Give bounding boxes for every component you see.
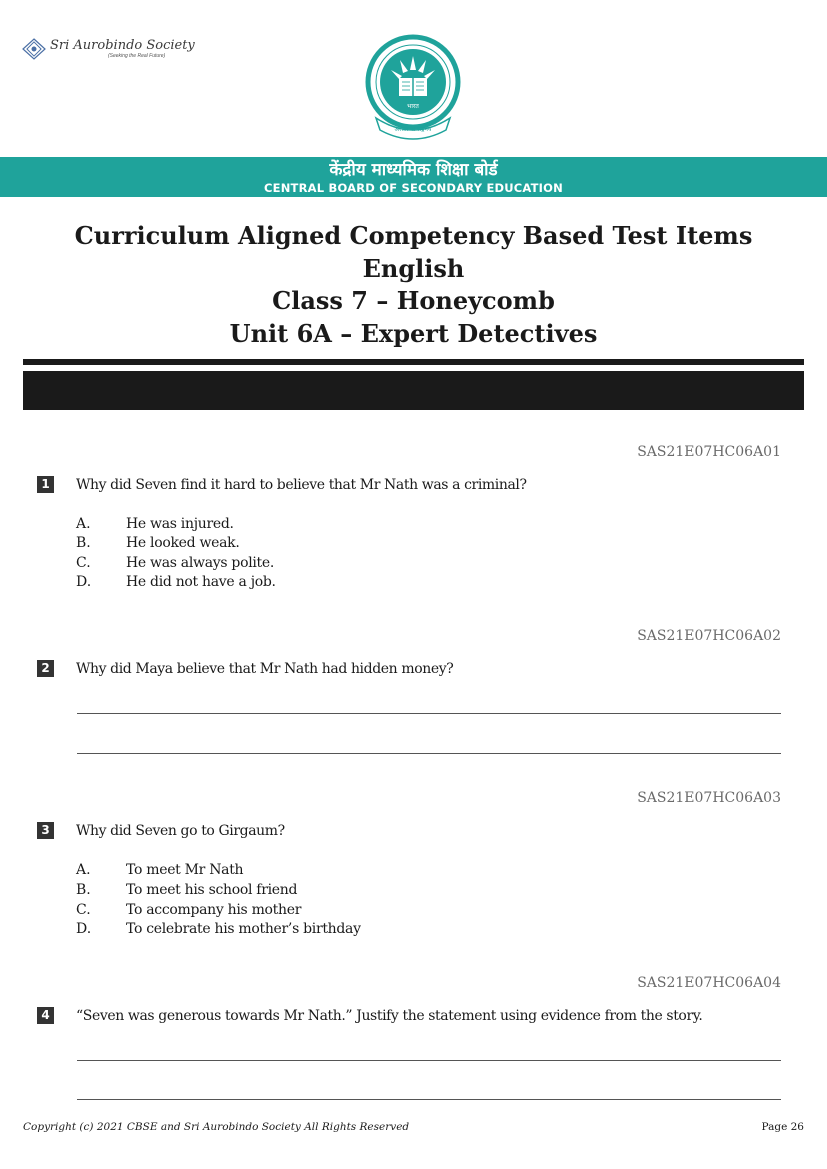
question-text: Why did Seven find it hard to believe that Mr Nath was a criminal?: [76, 477, 527, 493]
class-title: Class 7 – Honeycomb: [272, 286, 555, 315]
option-text[interactable]: To meet Mr Nath: [126, 862, 244, 878]
question-code: SAS21E07HC06A01: [637, 444, 781, 460]
option-letter: D.: [76, 574, 92, 590]
option-text[interactable]: He was injured.: [126, 516, 234, 532]
question-code: SAS21E07HC06A02: [637, 628, 781, 644]
cbse-seal-logo: [364, 32, 462, 140]
divider-thin: [23, 359, 804, 365]
option-letter: D.: [76, 921, 92, 937]
cbse-seal-country: भारत: [407, 103, 419, 110]
copyright-notice: Copyright (c) 2021 CBSE and Sri Aurobindo Society All Rights Reserved: [23, 1121, 410, 1133]
sri-aurobindo-society-logo: [22, 38, 195, 60]
question-number-badge: 3: [37, 822, 54, 839]
answer-line[interactable]: [77, 1099, 781, 1100]
sas-emblem-icon: [22, 38, 46, 60]
question-number-badge: 1: [37, 476, 54, 493]
option-text[interactable]: He looked weak.: [126, 535, 240, 551]
option-letter: B.: [76, 535, 91, 551]
option-text[interactable]: To accompany his mother: [126, 902, 302, 918]
question-text: Why did Maya believe that Mr Nath had hidden money?: [76, 661, 454, 677]
cbse-seal-motto: असतो मा सद्गमय: [394, 126, 432, 133]
answer-line[interactable]: [77, 753, 781, 754]
divider-thick: [23, 371, 804, 410]
board-name-english: CENTRAL BOARD OF SECONDARY EDUCATION: [264, 181, 563, 195]
option-text[interactable]: He was always polite.: [126, 555, 275, 571]
answer-line[interactable]: [77, 713, 781, 714]
board-name-hindi: केंद्रीय माध्यमिक शिक्षा बोर्ड: [329, 160, 498, 180]
option-letter: C.: [76, 555, 91, 571]
question-code: SAS21E07HC06A03: [637, 790, 781, 806]
answer-line[interactable]: [77, 1060, 781, 1061]
subject-title: English: [362, 254, 465, 283]
option-letter: A.: [76, 516, 91, 532]
option-letter: A.: [76, 862, 91, 878]
question-text: “Seven was generous towards Mr Nath.” Justify the statement using evidence from the story.: [76, 1008, 703, 1024]
page-number: Page 26: [761, 1121, 804, 1133]
option-letter: B.: [76, 882, 91, 898]
question-number-badge: 4: [37, 1007, 54, 1024]
unit-title: Unit 6A – Expert Detectives: [229, 319, 598, 348]
question-number-badge: 2: [37, 660, 54, 677]
document-title: Curriculum Aligned Competency Based Test Items: [74, 221, 753, 250]
question-text: Why did Seven go to Girgaum?: [76, 823, 285, 839]
option-text[interactable]: To celebrate his mother’s birthday: [126, 921, 361, 937]
option-text[interactable]: He did not have a job.: [126, 574, 276, 590]
sas-logo-text: Sri Aurobindo Society: [50, 38, 195, 53]
option-letter: C.: [76, 902, 91, 918]
sas-tagline: (Seeking the Real Future): [108, 53, 166, 59]
option-text[interactable]: To meet his school friend: [126, 882, 298, 898]
question-code: SAS21E07HC06A04: [637, 975, 781, 991]
